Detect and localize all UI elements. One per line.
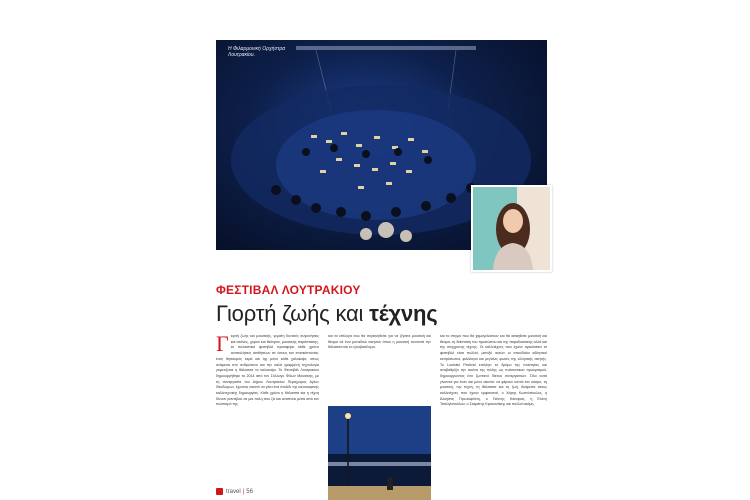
headline-regular: Γιορτή ζωής και xyxy=(216,301,370,326)
article-column-2 xyxy=(328,334,431,351)
portrait-illustration xyxy=(473,187,550,270)
seaside-photo xyxy=(328,406,431,500)
travel-logo-icon xyxy=(216,488,223,495)
portrait-photo xyxy=(471,185,552,272)
article-kicker: ΦΕΣΤΙΒΑΛ ΛΟΥΤΡΑΚΙΟΥ xyxy=(216,283,361,297)
headline-bold: τέχνης xyxy=(369,301,438,326)
page-number: 56 xyxy=(246,489,253,496)
article-column-1 xyxy=(216,331,319,408)
footer-brand: travel xyxy=(226,489,241,496)
column-3-text: και το στιγμό που θα χαμογελάσουν και θα ασκηθείτε μουσική και θέαμα, τη διάσταση του προσώπου και της παραδοσιακής αλλά και της σύγχρονης τέχνης. Οι καλλιτέχνες που έχουν αγκαλιάσει το φεστιβάλ είναι πολλοί, μεταξύ αυτών οι σπουδαίοι αθλητικοί εκπρόσωποι, φιλόλογοι και μεγάλες φωνές της ελληνικής σκηνής. Το Loutraki Festival επιλέγει το δρόμο της ποιότητας και αναβαθμίζει την εικόνα της πόλης ως πολιτιστικού προορισμού, δημιουργώντας ένα ζωντανό δίκτυο συνεργασιών. Όλα αυτά γίνονται για έναν και μόνο σκοπό: να φέρουν κοντά τον κόσμο, τη μουσική, την τέχνη, τη θάλασσα και τη ζωή. Ανάμεσα στους καλλιτέχνες που έχουν εμφανιστεί, ο Χάρης Κωστόπουλος, η Άλκηστις Πρωτοψάλτη, ο Γιάννης Κότσιρας, η Ελένη Τσαλιγοπούλου, ο Σταμάτης Κραουνάκης και πολλοί ακόμη. xyxy=(440,334,547,407)
column-1-text: ιορτή ζωής και μουσικής, γεμάτη δυνατές συγκινήσεις και εικόνες, χορού και θεάτρου, μουσικής παράστασης, το πολιτιστικό φεστιβάλ προσφέρει κάθε χρόνο αναπολήσεις αισθήσεων σε όσους τον επισκέπτονται, ένας θησαυρός κερά και όχι μόνο κάθε χαλοκαίρι, οπως ανάμεσα στο ανθρώπινο και την καλά γραμμένη τεχνολογία γαμετιζεται η θάλασσα το καλοκαίρι. Το Φεστιβάλ Λουτρακίου δημιουργήθηκε το 2014 από τον Σύλλογο Φίλων Μουσικής, με τη συνεργασία του Δήμου Λουτρακίου Περαχώρας Αγίων Θεοδώρων, έχοντας σκοπό να γίνει ένα στολίδι της καλοκαιρινής καλλιτεχνικής δημιουργίας. Κάθε χρόνο η θάλασσα και η τέχνη δίνουν ραντεβού σε μια πόλη που ζει και αναπνέει μέσα από τον πολιτισμό της. xyxy=(216,334,319,407)
article-column-3 xyxy=(440,334,547,408)
page-footer xyxy=(216,488,253,495)
magazine-page xyxy=(208,36,548,500)
photo-caption: Η Φιλαρμονική Ορχήστρα Λουτρακίου. xyxy=(228,46,286,58)
column-2-text: και τα επίλογα σου θα συγκινηθείτε για να ζήσετε μουσική και θέαμα σε ένα μοναδικό σκηνικό όπου η μουσική συναντά την θάλασσα και το ηλιοβασίλεμα. xyxy=(328,334,431,350)
article-headline xyxy=(216,301,437,327)
drop-cap: Γ xyxy=(216,331,229,356)
seaside-illustration xyxy=(328,406,431,500)
footer-separator: | xyxy=(242,489,245,496)
